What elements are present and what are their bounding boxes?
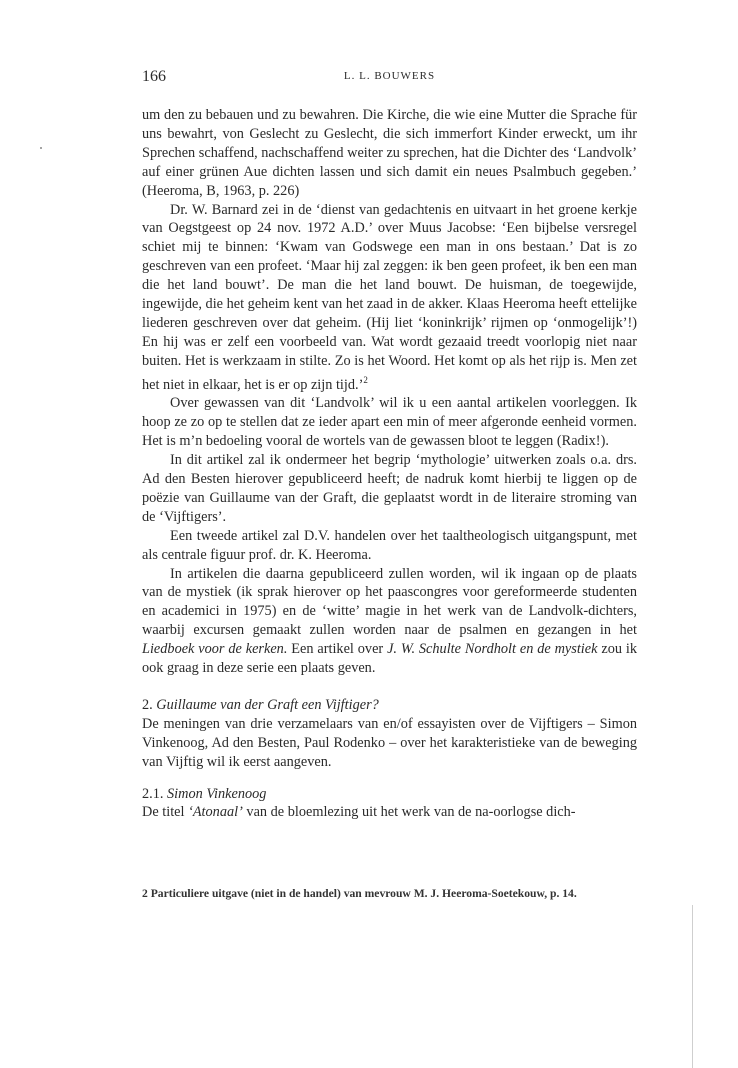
subsection-title: Simon Vinkenoog [167,785,267,802]
paragraph-text: van de bloemlezing uit het werk van de na-oorlogse dich- [242,804,576,821]
paragraph-text: In artikelen die daarna gepubliceerd zullen worden, wil ik ingaan op de plaats van de mystiek (ik sprak hierover op het paascongres voor gereformeerde studenten en academici in 1975) en de ‘witte’ magie in het werk van de Landvolk-dichters, waarbij excursen gemaakt zullen worden naar de psalmen en gezangen in het [142,565,637,639]
page-header [142,68,637,90]
paragraph [142,803,637,822]
paragraph [142,565,637,678]
running-head: L. L. BOUWERS [343,70,436,82]
footnote-ref[interactable]: 2 [363,374,368,385]
section-title: Guillaume van der Graft een Vijftiger? [156,696,379,713]
page-number: 166 [142,68,166,85]
scan-edge-line [692,905,693,1068]
body-text [142,106,637,822]
paragraph: um den zu bebauen und zu bewahren. Die Kirche, die wie eine Mutter die Sprache für uns bewahrt, von Geslecht zu Geslecht, die sich immerfort Kinder erweckt, um ihr Sprechen schaffend, nachschaffend weiter zu sprechen, hat die Dichter des ‘Landvolk’ auf einer grünen Aue dichten lassen und sich damit ein neues Psalmbuch gegeben.’ (Heeroma, B, 1963, p. 226) [142,107,637,199]
subsection-heading [142,785,637,804]
anthology-title: ‘Atonaal’ [188,804,243,821]
subsection-number: 2.1. [142,785,168,802]
section-heading [142,696,637,715]
article-title: J. W. Schulte Nordholt en de mystiek [387,641,598,658]
paragraph: De meningen van drie verzamelaars van en/of essayisten over de Vijftigers – Simon Vinkenoog, Ad den Besten, Paul Rodenko – over het karakteristieke van de beweging van Vijftig wil ik eerst aangeven. [142,715,637,770]
paragraph: Over gewassen van dit ‘Landvolk’ wil ik u een aantal artikelen voorleggen. Ik hoop ze zo op te stellen dat ze ieder apart een min of meer afgeronde eenheid vormen. Het is m’n bedoeling vooral de wortels van de gewassen bloot te leggen (Radix!). [142,395,637,450]
margin-speck [40,147,42,149]
paragraph [142,201,637,395]
paragraph-text: De titel [142,804,189,821]
paragraph-text: zou ik ook graag in deze serie een plaats geven. [142,641,637,677]
paragraph: In dit artikel zal ik ondermeer het begrip ‘mythologie’ uitwerken zoals o.a. drs. Ad den Besten hierover gepubliceerd heeft; de nadruk komt hierbij te liggen op de poëzie van Guillaume van der Graft, die geplaatst wordt in de literaire stroming van de ‘Vijftigers’. [142,452,637,525]
footnote-text: Particuliere uitgave (niet in de handel) van mevrouw M. J. Heeroma-Soetekouw, p. 14. [150,887,577,900]
book-title: Liedboek voor de kerken. [142,641,288,658]
paragraph: Een tweede artikel zal D.V. handelen over het taaltheologisch uitgangspunt, met als centrale figuur prof. dr. K. Heeroma. [142,527,637,563]
section-number: 2. [142,696,157,713]
footnote-number: 2 [142,887,148,900]
paragraph-text: Dr. W. Barnard zei in de ‘dienst van gedachtenis en uitvaart in het groene kerkje van Oegstgeest op 24 nov. 1972 A.D.’ over Muus Jacobse: ‘Een bijbelse versregel schiet mij te binnen: ‘Kwam van Godswege een man in ons bestaan.’ Dat is zo geschreven van een profeet. ‘Maar hij zal zeggen: ik ben geen profeet, ik ben een man die het land bouwt’. De man die het land bouwt. De huisman, de toegewijde, ingewijde, die het geheim kent van het zaad in de akker. Klaas Heeroma heeft ettelijke liederen geschreven over dat geheim. (Hij liet ‘koninkrijk’ rijmen op ‘onmogelijk’!) En hij was er zelf een voorbeeld van. Wat wordt gezaaid treedt voorlopig niet naar buiten. Het is werkzaam in stilte. Zo is het Woord. Het komt op als het rijp is. Men zet het niet in elkaar, het is er op zijn tijd.’ [142,201,637,393]
footnote [142,886,637,902]
paragraph-text: Een artikel over [287,641,388,658]
